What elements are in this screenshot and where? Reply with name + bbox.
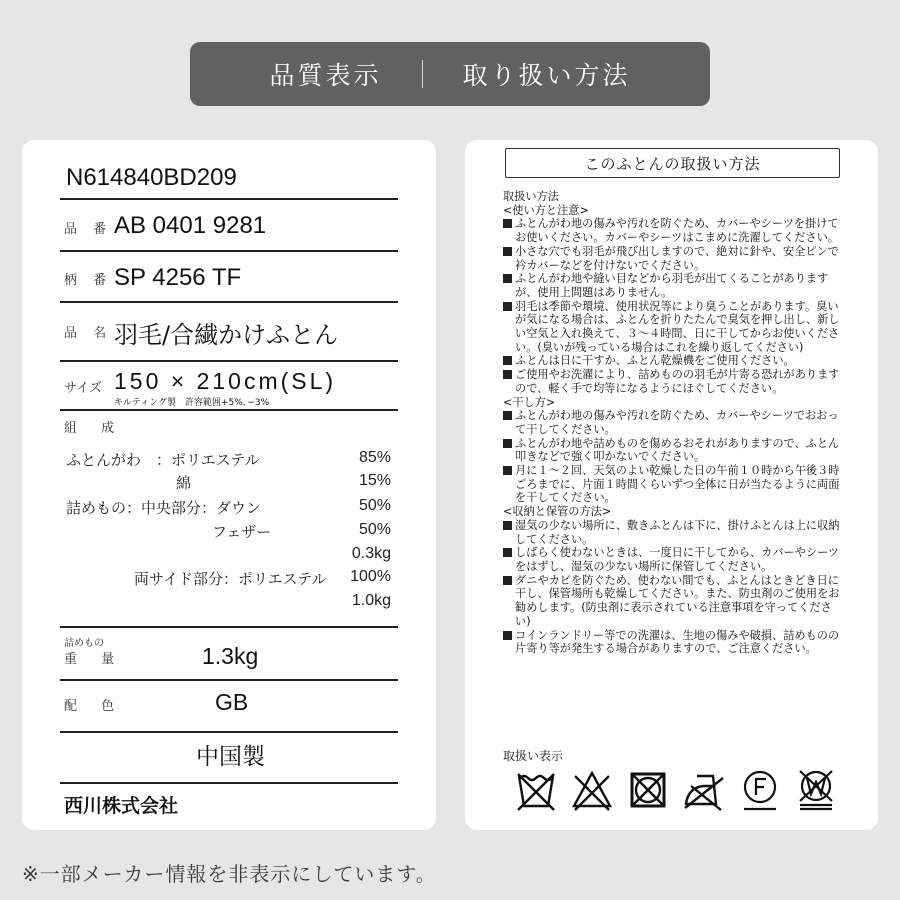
color-label: 配 色 [64, 699, 125, 714]
section-heading-drying: <干し方> [503, 395, 556, 409]
size-value: 150 × 210cm(SL) [114, 368, 337, 394]
divider [60, 250, 398, 252]
no-bleach-icon [571, 768, 613, 812]
divider [60, 626, 398, 628]
care-symbols-label: 取扱い表示 [503, 749, 564, 763]
composition-label: 組 成 [64, 421, 125, 436]
tab-care-instructions[interactable]: 取り扱い方法 [462, 61, 631, 90]
product-number-label: 品 番 [64, 222, 113, 237]
size-note: キルティング製 許容範囲+5%､−3% [114, 398, 270, 408]
filling-weight-label-top: 詰めもの [64, 638, 104, 649]
product-name-label: 品 名 [64, 326, 113, 341]
composition-line: 両サイド部分：ポリエステル [134, 570, 327, 588]
no-iron-icon [683, 768, 725, 812]
section-heading-storage: <収納と保管の方法> [503, 505, 612, 519]
pattern-number-value: SP 4256 TF [114, 264, 242, 291]
care-item: ふとんがわ地や縫い目などから羽毛が出てくることがありますが、使用上問題はありません。 [503, 272, 843, 299]
care-title-text: このふとんの取扱い方法 [584, 154, 761, 173]
care-title [505, 148, 840, 178]
composition-pct: 50% [358, 497, 391, 514]
composition-pct: 15% [358, 472, 391, 489]
care-item: コインランドリー等での洗濯は、生地の傷みや破損、詰めものの片寄り等が発生する場合がありますので、ご注意ください。 [503, 629, 843, 656]
composition-pct: 100% [350, 568, 391, 585]
company-name: 西川株式会社 [64, 795, 179, 817]
care-symbols [515, 768, 837, 812]
care-item: 小さな穴でも羽毛が飛び出しますので、絶対に針や、安全ピンで衿カバーなどを付けないでください。 [503, 245, 843, 272]
divider [60, 731, 398, 733]
care-body [503, 190, 843, 656]
composition-weight: 0.3kg [351, 545, 391, 562]
divider [60, 198, 398, 200]
care-item: ふとんがわ地の傷みや汚れを防ぐため、カバーやシーツを掛けてお使いください。カバーやシーツはこまめに洗濯してください。 [503, 217, 843, 244]
care-item: ご使用やお洗濯により、詰めものの羽毛が片寄る恐れがありますので、軽く手で均等になるようにほぐしてください。 [503, 368, 843, 395]
care-item: ダニやカビを防ぐため、使わない間でも、ふとんはときどき日に干し、保管場所も乾燥してください。また、防虫剤のご使用をお勧めします。(防虫剤に表示されている注意事項を守ってください) [503, 574, 843, 629]
care-heading: 取扱い方法 [503, 190, 559, 203]
no-washing-icon [515, 768, 557, 812]
composition-pct: 85% [358, 449, 391, 466]
composition-line: 詰めもの：中央部分：ダウン [66, 499, 262, 517]
no-wet-clean-icon [795, 768, 837, 812]
product-number-value: AB 0401 9281 [114, 212, 267, 239]
color-value: GB [215, 689, 249, 715]
section-heading-usage: <使い方と注意> [503, 203, 589, 217]
care-instructions-panel [465, 140, 878, 830]
filling-weight-value: 1.3kg [202, 643, 259, 669]
no-tumble-dry-icon [627, 768, 669, 812]
composition-line: ふとんがわ ：ポリエステル [66, 451, 260, 469]
care-item: 湿気の少ない場所に、敷きふとんは下に、掛けふとんは上に収納してください。 [503, 519, 843, 546]
composition-weight: 1.0kg [351, 592, 391, 609]
care-item: しばらく使わないときは、一度日に干してから、カバーやシーツをはずし、湿気の少ない場所に保管してください。 [503, 546, 843, 573]
footnote: ※一部メーカー情報を非表示にしています。 [22, 862, 437, 886]
product-code: N614840BD209 [66, 164, 237, 191]
divider [60, 782, 398, 784]
divider [60, 360, 398, 362]
header-tab-bar [190, 42, 710, 106]
filling-weight-label-bottom: 重 量 [64, 652, 125, 667]
product-name-value: 羽毛/合繊かけふとん [114, 321, 339, 349]
dry-clean-f-icon [739, 768, 781, 812]
divider [60, 409, 398, 411]
composition-line: フェザー [212, 523, 272, 541]
tab-quality-label[interactable]: 品質表示 [269, 61, 382, 90]
care-item: ふとんがわ地や詰めものを傷めるおそれがありますので、ふとん叩きなどで強く叩かないでください。 [503, 437, 843, 464]
country-of-origin: 中国製 [196, 744, 265, 770]
composition-pct: 50% [358, 521, 391, 538]
size-label: サイズ [64, 381, 102, 396]
divider [60, 679, 398, 681]
divider [60, 301, 398, 303]
care-item: 月に１～２回、天気のよい乾燥した日の午前１０時から午後３時ごろまでに、片面１時間くらいずつ全体に日が当たるように両面を干してください。 [503, 464, 843, 505]
care-item: ふとんは日に干すか、ふとん乾燥機をご使用ください。 [503, 354, 843, 368]
pattern-number-label: 柄 番 [64, 273, 113, 288]
care-item: ふとんがわ地の傷みや汚れを防ぐため、カバーやシーツでおおって干してください。 [503, 409, 843, 436]
quality-label-panel [22, 140, 436, 830]
care-item: 羽毛は季節や環境、使用状況等により臭うことがあります。臭いが気になる場合は、ふとんを折りたたんで臭気を押し出し、新しい空気と入れ換えて、３～４時間、日に干してからお使いください。(臭いが残っている場合はこれを繰り返してください) [503, 300, 843, 355]
composition-line: 綿 [176, 474, 192, 492]
